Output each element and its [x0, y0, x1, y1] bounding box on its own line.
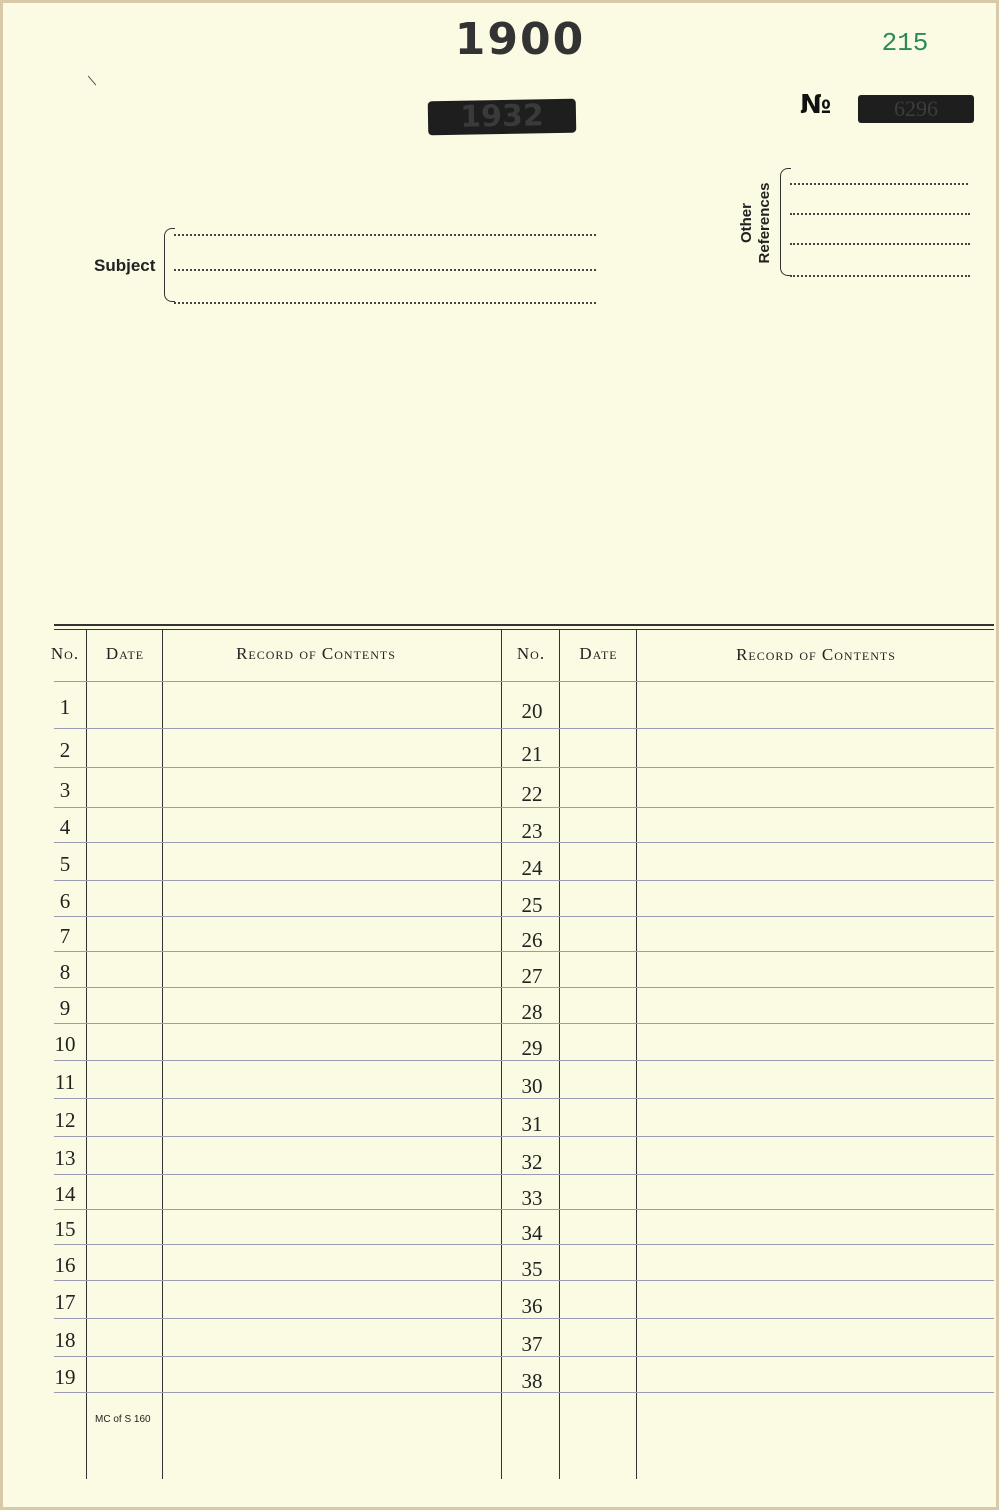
row-number-right: 30 [521, 1074, 543, 1098]
row-number-left: 11 [54, 1070, 76, 1094]
year-heading: 1900 [454, 14, 586, 65]
row-number-right: 22 [521, 782, 543, 806]
row-number-right: 36 [521, 1294, 543, 1318]
row-number-right: 28 [521, 1000, 543, 1024]
header-record-right: Record of Contents [736, 645, 896, 664]
row-number-right: 20 [521, 699, 543, 723]
header-no-right: No. [516, 644, 546, 663]
row-number-right: 32 [521, 1150, 543, 1174]
row-number-left: 17 [54, 1290, 76, 1314]
row-number-right: 26 [521, 928, 543, 952]
row-rule [54, 681, 994, 682]
number-label: № [800, 90, 832, 120]
row-number-right: 35 [521, 1257, 543, 1281]
header-date-right: Date [579, 644, 618, 663]
row-number-right: 31 [521, 1112, 543, 1136]
row-number-left: 5 [59, 852, 71, 876]
row-number-right: 29 [521, 1036, 543, 1060]
row-number-right: 27 [521, 964, 543, 988]
table-top-rule-2 [54, 629, 994, 630]
row-number-left: 12 [54, 1108, 76, 1132]
row-number-right: 37 [521, 1332, 543, 1356]
col-divider-5 [636, 629, 637, 1479]
subject-label: Subject [94, 256, 156, 275]
redacted-file-number: 6296 [858, 95, 974, 123]
row-number-left: 7 [59, 924, 71, 948]
row-number-left: 16 [54, 1253, 76, 1277]
header-date-left: Date [105, 644, 145, 663]
row-number-right: 38 [521, 1369, 543, 1393]
table-top-rule [54, 624, 994, 626]
row-number-left: 8 [59, 960, 71, 984]
row-number-left: 10 [54, 1032, 76, 1056]
stamp-number: 215 [881, 28, 929, 58]
row-number-left: 3 [59, 778, 71, 802]
row-number-right: 33 [521, 1186, 543, 1210]
row-number-left: 15 [54, 1217, 76, 1241]
row-number-right: 23 [521, 819, 543, 843]
header-record-left: Record of Contents [236, 644, 396, 663]
row-number-right: 34 [521, 1221, 543, 1245]
redacted-year: 1932 [428, 99, 577, 136]
row-number-left: 1 [59, 695, 71, 719]
row-number-left: 2 [59, 738, 71, 762]
form-code: MC of S 160 [95, 1414, 151, 1425]
row-number-left: 18 [54, 1328, 76, 1352]
row-number-left: 4 [59, 815, 71, 839]
row-number-right: 24 [521, 856, 543, 880]
col-divider-3 [501, 629, 502, 1479]
row-number-left: 6 [59, 889, 71, 913]
other-references-label: Other References [738, 182, 773, 264]
col-divider-2 [162, 629, 163, 1479]
col-divider-1 [86, 629, 87, 1479]
row-number-left: 19 [54, 1365, 76, 1389]
row-number-right: 25 [521, 893, 543, 917]
row-number-left: 14 [54, 1182, 76, 1206]
row-number-left: 13 [54, 1146, 76, 1170]
row-number-left: 9 [59, 996, 71, 1020]
header-no-left: No. [50, 644, 80, 663]
row-number-right: 21 [521, 742, 543, 766]
